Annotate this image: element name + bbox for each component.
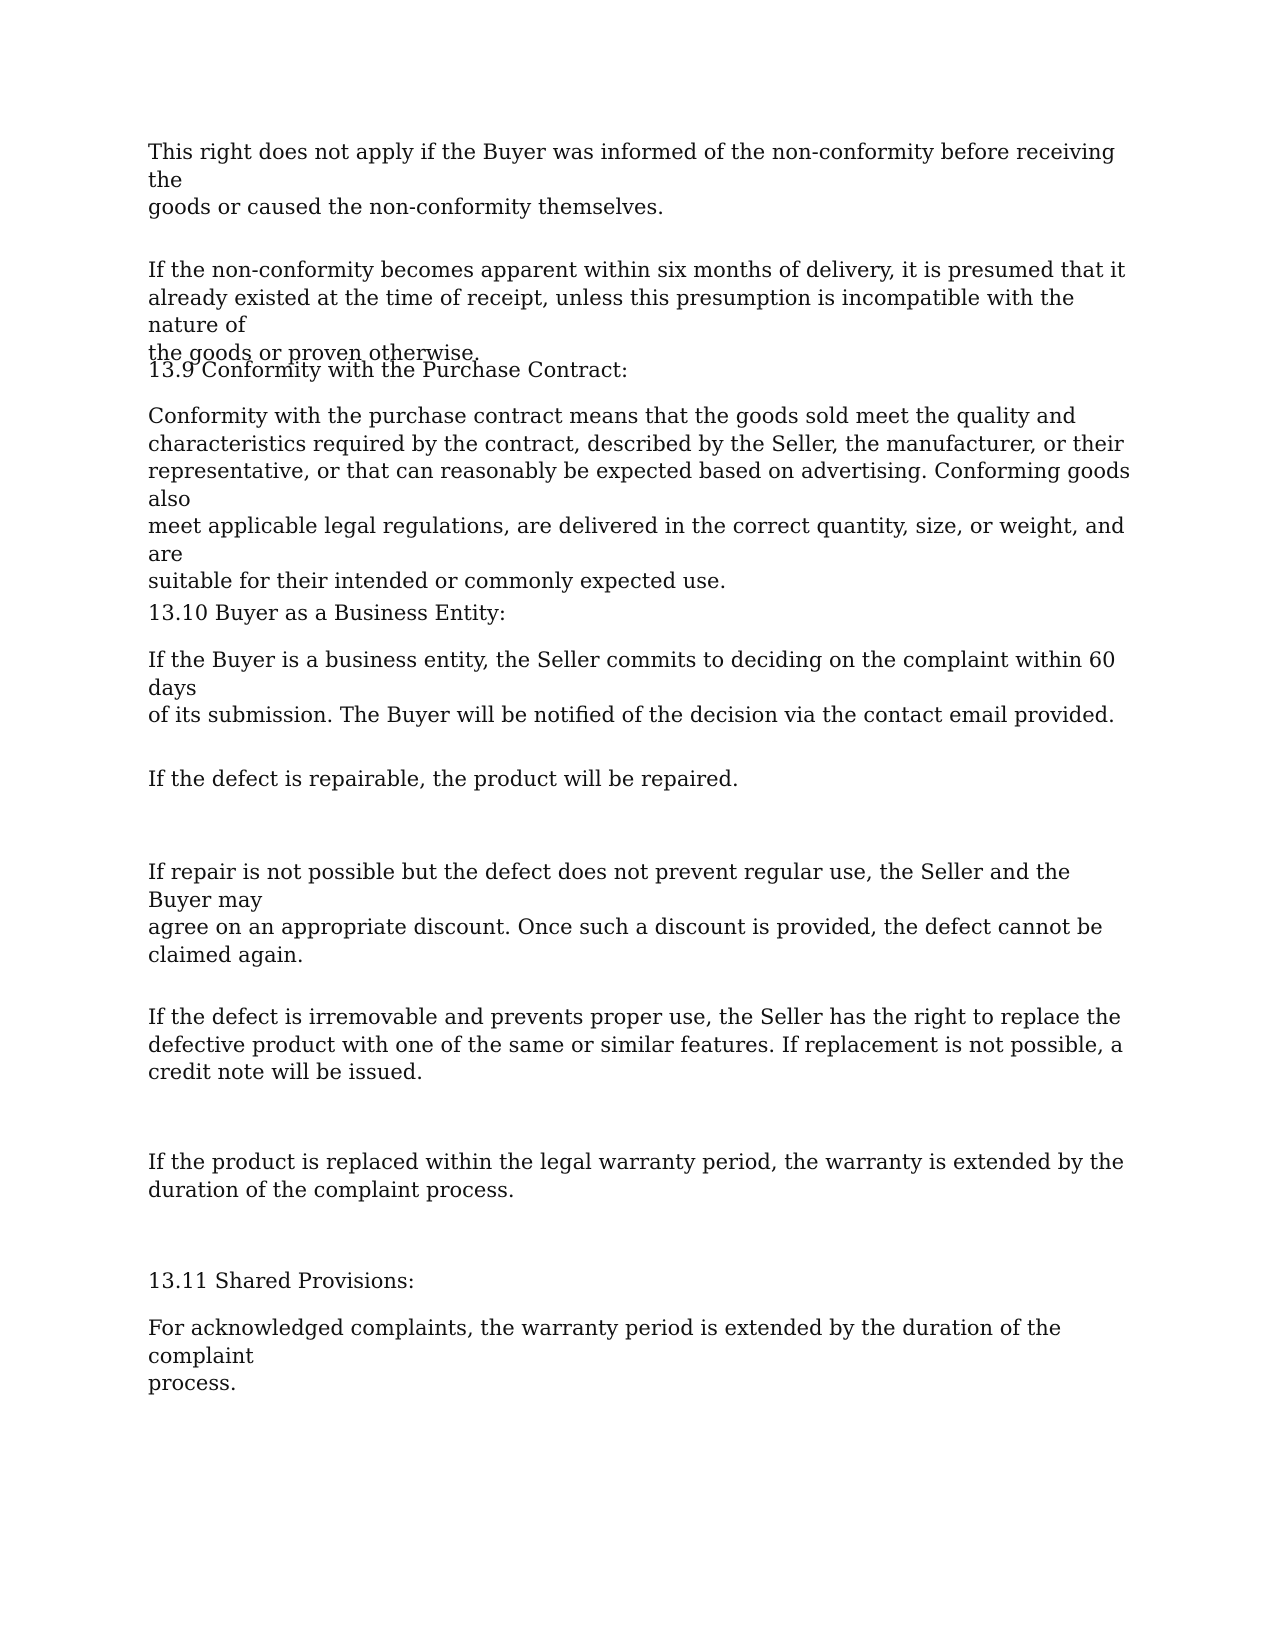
- paragraph-warranty-extension: If the product is replaced within the legal warranty period, the warranty is extended by the duration of the complaint process.: [148, 1150, 1125, 1202]
- section-heading-13-10: 13.10 Buyer as a Business Entity:: [148, 601, 506, 625]
- section-heading-13-11: 13.11 Shared Provisions:: [148, 1269, 415, 1293]
- section-heading-13-9: 13.9 Conformity with the Purchase Contract:: [148, 358, 629, 382]
- paragraph-acknowledged-complaints: For acknowledged complaints, the warranty period is extended by the duration of the complaint process.: [148, 1316, 1062, 1395]
- paragraph-conformity-definition: Conformity with the purchase contract means that the goods sold meet the quality and characteristics required by the contract, described by the Seller, the manufacturer, or their representative, or that can reasonably be expected based on advertising. Conforming goods also meet applicable legal regulations, are delivered in the correct quantity, size, or weight, and are suitable for their intended or commonly expected use.: [148, 404, 1131, 593]
- paragraph-discount: If repair is not possible but the defect does not prevent regular use, the Seller and the Buyer may agree on an appropriate discount. Once such a discount is provided, the defect cannot be claimed again.: [148, 860, 1103, 967]
- paragraph-repairable-defect: If the defect is repairable, the product will be repaired.: [148, 767, 739, 791]
- paragraph-irremovable-defect: If the defect is irremovable and prevents proper use, the Seller has the right to replace the defective product with one of the same or similar features. If replacement is not possible, a credit note will be issued.: [148, 1005, 1124, 1084]
- paragraph-right-not-apply: This right does not apply if the Buyer was informed of the non-conformity before receiving the goods or caused the non-conformity themselves.: [148, 140, 1116, 219]
- paragraph-six-months-presumption: If the non-conformity becomes apparent within six months of delivery, it is presumed that it already existed at the time of receipt, unless this presumption is incompatible with the nature of the goods or proven otherwise.: [148, 258, 1126, 365]
- paragraph-business-entity: If the Buyer is a business entity, the Seller commits to deciding on the complaint within 60 days of its submission. The Buyer will be notified of the decision via the contact email provided.: [148, 648, 1116, 727]
